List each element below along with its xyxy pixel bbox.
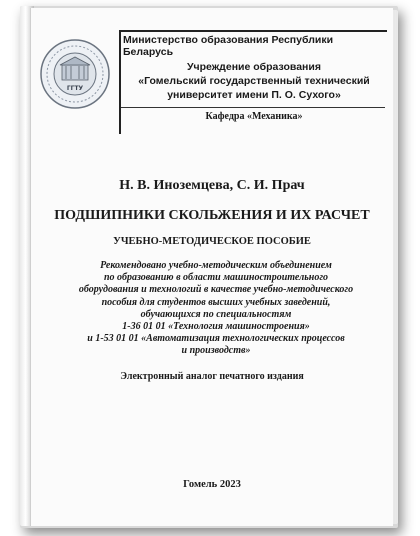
recommendation-line: оборудования и технологий в качестве учебно-методического [78,284,354,296]
university-emblem-icon [39,38,111,110]
recommendation-line: пособия для студентов высших учебных заведений, [101,296,331,308]
ministry-name: Министерство образования Республики Беларусь [123,34,334,58]
book-cover [30,8,393,526]
city-year: Гомель 2023 [183,479,241,490]
institution-line: университет имени П. О. Сухого» [167,89,341,101]
electronic-edition-note: Электронный аналог печатного издания [120,371,304,382]
header-divider [121,107,385,108]
recommendation-text [71,260,361,358]
institution-block [123,60,385,102]
recommendation-line: 1-36 01 01 «Технология машиностроения» [122,321,310,333]
recommendation-line: обучающихся по специальностям [140,308,292,320]
institution-line: Учреждение образования [187,61,321,73]
book-subtitle: УЧЕБНО-МЕТОДИЧЕСКОЕ ПОСОБИЕ [113,236,311,247]
emblem-text: ГГТУ [66,85,84,92]
recommendation-line: и производств» [181,345,251,357]
department-name: Кафедра «Механика» [205,111,303,122]
authors: Н. В. Иноземцева, С. И. Прач [119,178,305,193]
recommendation-line: и 1-53 01 01 «Автоматизация технологических процессов [87,333,345,345]
book-title: ПОДШИПНИКИ СКОЛЬЖЕНИЯ И ИХ РАСЧЕТ [54,208,370,223]
recommendation-line: по образованию в области машиностроительного [103,272,329,284]
institution-line: «Гомельский государственный технический [138,75,370,87]
recommendation-line: Рекомендовано учебно-методическим объединением [100,260,332,271]
